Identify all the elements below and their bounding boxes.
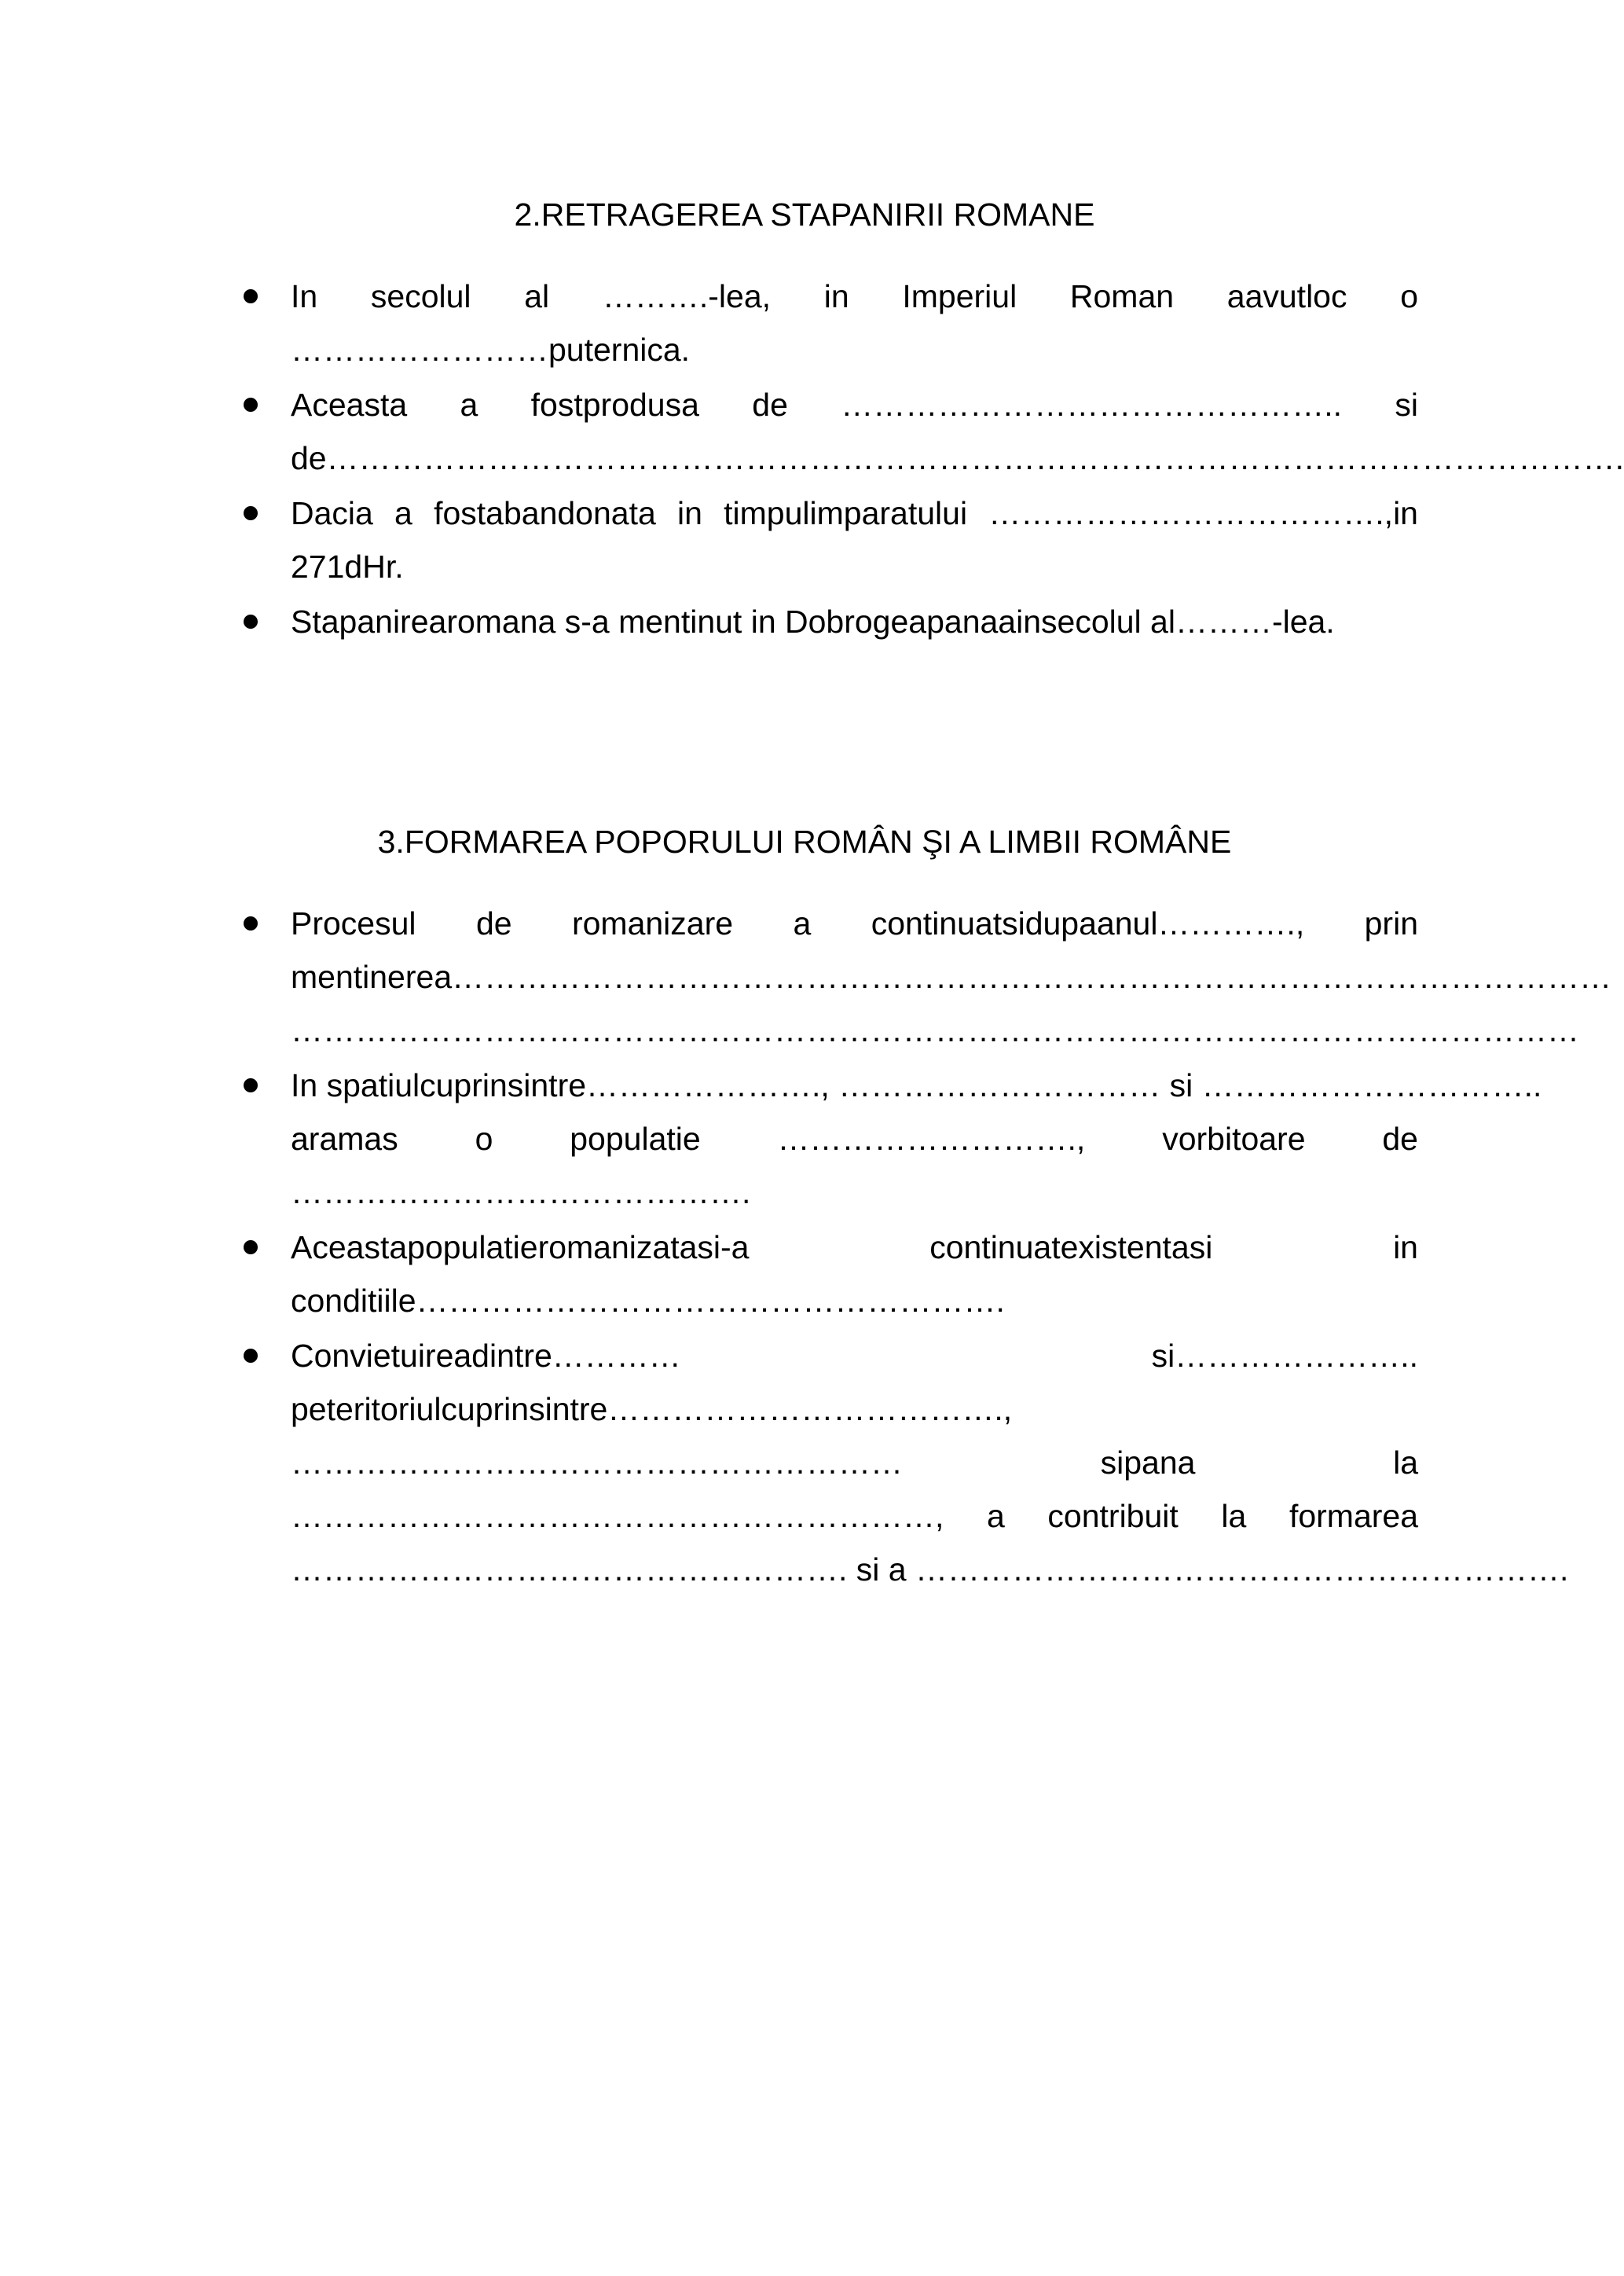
bullet-icon [244,1078,258,1092]
list-item-line: ……………………………………………………, a contribuit la formarea [291,1498,1418,1534]
bullet-icon [244,1240,258,1254]
list-item-line: In spatiulcuprinsintre…………………., ………………………… si ………………………….. [291,1067,1542,1103]
list-item-line: mentinerea……………………………………………………………………………………………… [291,959,1612,995]
list-item-line: Dacia a fostabandonata in timpulimparatului ……………………………….,in [291,495,1418,531]
bullet-icon [244,615,258,629]
list-item-line: ……………………………………………. si a ……………………………………………………. [291,1551,1569,1588]
bullet-icon [244,506,258,520]
list-item-line: peteritoriulcuprinsintre………………………………., [291,1391,1013,1427]
list-item-line: aramas o populatie ………………………., vorbitoare de [291,1121,1418,1157]
list-item-line: ……………………………………. [291,1174,751,1210]
section-2-title: 2.RETRAGEREA STAPANIRII ROMANE [514,196,1095,233]
list-item-line: Stapanirearomana s-a mentinut in Dobrogeapanaainsecolul al………-lea. [291,604,1335,640]
list-item-line: ………………………………………………… sipana la [291,1445,1418,1481]
list-item-line: Aceastapopulatieromanizatasi-a continuatexistentasi in [291,1229,1418,1265]
bullet-icon [244,289,258,303]
list-item-line: Procesul de romanizare a continuatsidupaanul…………., prin [291,905,1418,942]
bullet-icon [244,916,258,931]
section-3-title: 3.FORMAREA POPORULUI ROMÂN ŞI A LIMBII ROMÂNE [377,824,1232,860]
list-item-line: ………………………………………………………………………………………………………… [291,1012,1579,1048]
list-item-line: Convietuireadintre………… si………………….. [291,1338,1418,1374]
list-item-line: In secolul al ……….-lea, in Imperiul Roman aavutloc o [291,278,1418,314]
list-item-line: 271dHr. [291,549,404,585]
list-item-line: ……………………puternica. [291,332,691,368]
list-item-line: Aceasta a fostprodusa de ……………………………………….. si [291,387,1418,423]
list-item-line: conditiile………………………………………………. [291,1283,1005,1319]
list-item-line: de…………………………………………………………………………………………………………. [291,440,1624,476]
bullet-icon [244,398,258,412]
bullet-icon [244,1349,258,1363]
